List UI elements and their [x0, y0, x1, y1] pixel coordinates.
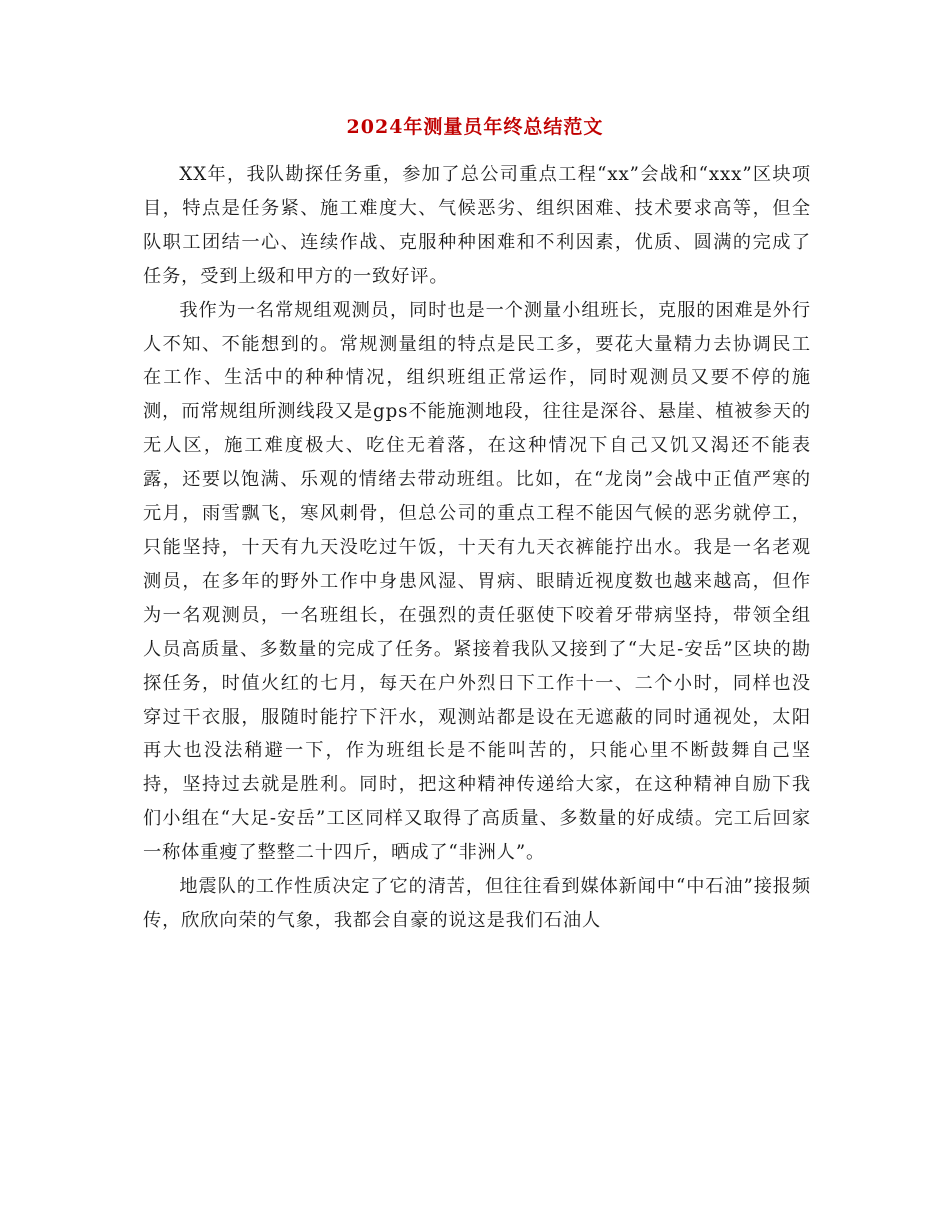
document-title: 2024年测量员年终总结范文: [346, 116, 604, 138]
paragraph-2: 我作为一名常规组观测员，同时也是一个测量小组班长，克服的困难是外行人不知、不能想到的。常规测量组的特点是民工多，要花大量精力去协调民工在工作、生活中的种种情况，组织班组正常运作，同时观测员又要不停的施测，而常规组所测线段又是gps不能施测地段，往往是深谷、悬崖、植被参天的无人区，施工难度极大、吃住无着落，在这种情况下自己又饥又渴还不能表露，还要以饱满、乐观的情绪去带动班组。比如，在“龙岗”会战中正值严寒的元月，雨雪飘飞，寒风刺骨，但总公司的重点工程不能因气候的恶劣就停工，只能坚持，十天有九天没吃过午饭，十天有九天衣裤能拧出水。我是一名老观测员，在多年的野外工作中身患风湿、胃病、眼睛近视度数也越来越高，但作为一名观测员，一名班组长，在强烈的责任驱使下咬着牙带病坚持，带领全组人员高质量、多数量的完成了任务。紧接着我队又接到了“大足-安岳”区块的勘探任务，时值火红的七月，每天在户外烈日下工作十一、二个小时，同样也没穿过干衣服，服随时能拧下汗水，观测站都是设在无遮蔽的同时通视处，太阳再大也没法稍避一下，作为班组长是不能叫苦的，只能心里不断鼓舞自己坚持，坚持过去就是胜利。同时，把这种精神传递给大家，在这种精神自励下我们小组在“大足-安岳”工区同样又取得了高质量、多数量的好成绩。完工后回家一称体重瘦了整整二十四斤，晒成了“非洲人”。: [143, 299, 811, 864]
paragraph-3: 地震队的工作性质决定了它的清苦，但往往看到媒体新闻中“中石油”接报频传，欣欣向荣的气象，我都会自豪的说这是我们石油人: [143, 876, 811, 931]
paragraph-1: XX年，我队勘探任务重，参加了总公司重点工程“xx”会战和“xxx”区块项目，特点是任务紧、施工难度大、气候恶劣、组织困难、技术要求高等，但全队职工团结一心、连续作战、克服种种困难和不利因素，优质、圆满的完成了任务，受到上级和甲方的一致好评。: [143, 164, 811, 287]
document-body: [143, 158, 811, 938]
